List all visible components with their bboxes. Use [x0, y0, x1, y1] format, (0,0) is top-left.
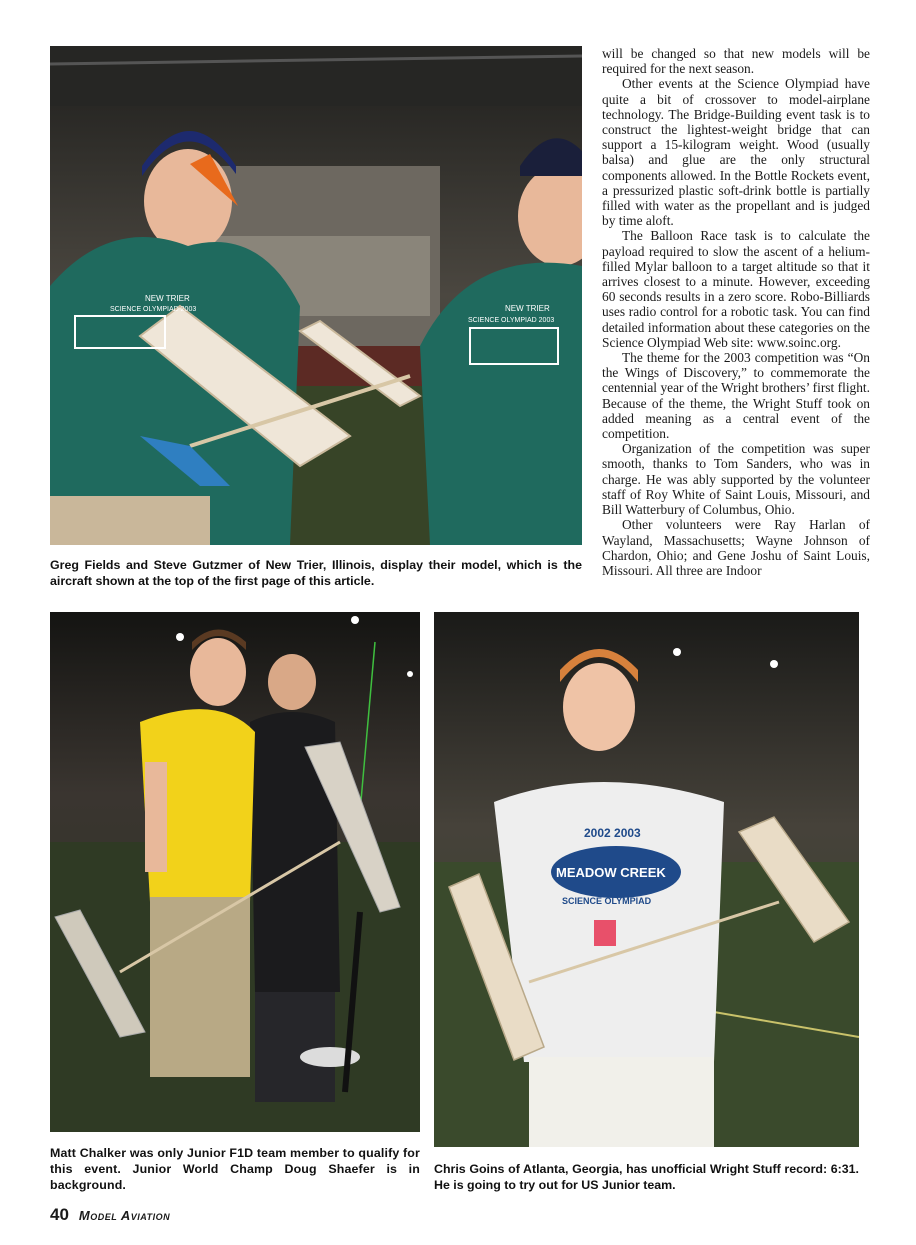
photo-top-image: [50, 46, 582, 545]
caption-right-photo: Chris Goins of Atlanta, Georgia, has unofficial Wright Stuff record: 6:31. He is going to try out for US Junior team.: [434, 1162, 859, 1192]
shirt-print-line1-right: NEW TRIER: [505, 304, 550, 313]
photo-matt-chalker: [50, 612, 420, 1132]
shirt-print-line2: SCIENCE OLYMPIAD 2003: [110, 306, 197, 313]
page-number: 40: [50, 1205, 69, 1224]
shirt-event: SCIENCE OLYMPIAD: [562, 896, 652, 906]
article-paragraph: Other events at the Science Olympiad have quite a bit of crossover to model-airplane technology. The Bridge-Building event task is to construct the lightest-weight bridge that can support a 15-kilogram weight. Wood (usually balsa) and glue are the only structural components allowed. In the Bottle Rockets event, a pressurized plastic soft-drink bottle is partially filled with water as the propellant and is judged by time aloft.: [602, 76, 870, 229]
article-column: [602, 46, 870, 578]
shirt-years: 2002 2003: [584, 826, 641, 840]
article-paragraph: The Balloon Race task is to calculate the payload required to slow the ascent of a helium-filled Mylar balloon to a target altitude so that it arrives closest to a minute. However, exceeding 60 seconds results in a zero score. Robo-Billiards uses radio control for a robotic task. You can find detailed information about these categories on the Science Olympiad Web site: www.soinc.org.: [602, 228, 870, 350]
article-paragraph: The theme for the 2003 competition was “On the Wings of Discovery,” to commemorate the centennial year of the Wright brothers’ first flight. Because of the theme, the Wright Stuff took on added meaning as a central event of the competition.: [602, 350, 870, 442]
article-paragraph: Other volunteers were Ray Harlan of Wayland, Massachusetts; Wayne Johnson of Chardon, Ohio; and Gene Joshu of Saint Louis, Missouri. All three are Indoor: [602, 517, 870, 578]
shirt-print-line1: NEW TRIER: [145, 294, 190, 303]
shirt-print-line2-right: SCIENCE OLYMPIAD 2003: [468, 317, 555, 324]
caption-left-photo: Matt Chalker was only Junior F1D team member to qualify for this event. Junior World Champ Doug Shaefer is in background.: [50, 1146, 420, 1192]
caption-top-photo: Greg Fields and Steve Gutzmer of New Trier, Illinois, display their model, which is the aircraft shown at the top of the first page of this article.: [50, 558, 582, 588]
photo-right-image: [434, 612, 859, 1147]
page-footer: [50, 1205, 170, 1229]
magazine-name: Model Aviation: [78, 1208, 171, 1223]
photo-new-trier-team: [50, 46, 582, 545]
shirt-school: MEADOW CREEK: [556, 865, 666, 880]
article-paragraph: will be changed so that new models will be required for the next season.: [602, 46, 870, 77]
photo-chris-goins: [434, 612, 859, 1147]
article-paragraph: Organization of the competition was super smooth, thanks to Tom Sanders, who was in charge. He was ably supported by the volunteer staff of Roy White of Saint Louis, Missouri, and Bill Watterbury of Columbus, Ohio.: [602, 441, 870, 518]
photo-left-image: [50, 612, 420, 1132]
